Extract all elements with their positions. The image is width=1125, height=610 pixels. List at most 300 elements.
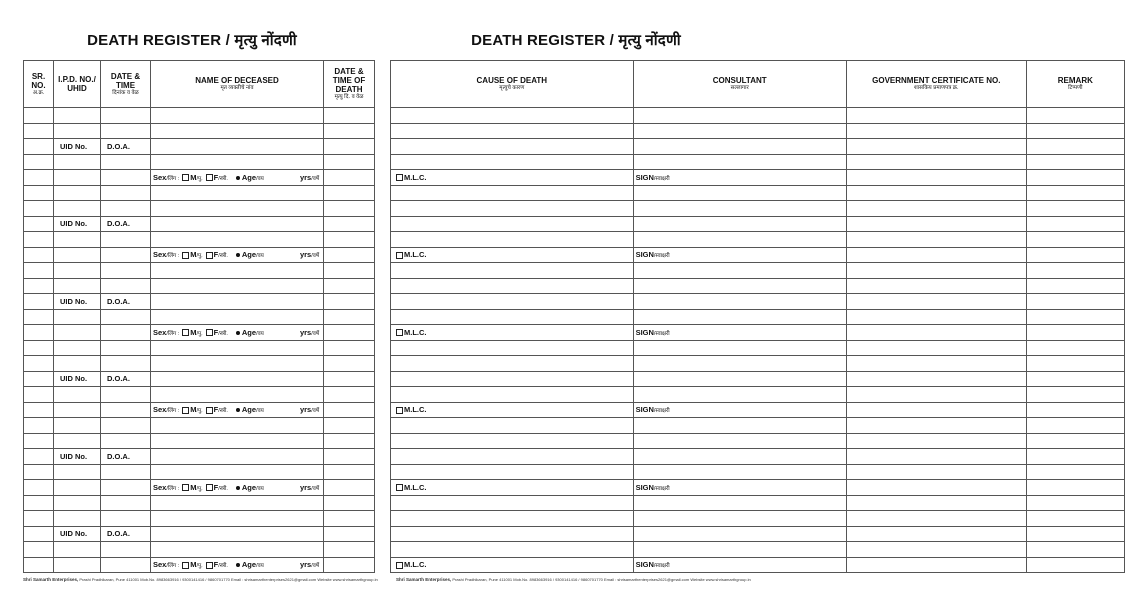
govt-cert-cell[interactable] [846, 356, 1026, 372]
death-date-cell[interactable] [324, 309, 375, 325]
cause-cell[interactable] [391, 123, 634, 139]
govt-cert-cell[interactable] [846, 294, 1026, 310]
ipd-cell[interactable] [54, 247, 101, 263]
govt-cert-cell[interactable] [846, 418, 1026, 434]
ipd-cell[interactable] [54, 123, 101, 139]
date-cell[interactable] [101, 232, 151, 248]
ipd-cell[interactable] [54, 154, 101, 170]
death-date-cell[interactable] [324, 216, 375, 232]
death-date-cell[interactable] [324, 464, 375, 480]
doa-label: D.O.A. [101, 216, 151, 232]
death-date-cell[interactable] [324, 495, 375, 511]
remark-cell[interactable] [1026, 185, 1124, 201]
sr-no-cell[interactable] [24, 309, 54, 325]
remark-cell[interactable] [1026, 480, 1124, 496]
cause-cell[interactable] [391, 464, 634, 480]
consultant-cell[interactable] [633, 139, 846, 155]
right-entry-row [391, 201, 1125, 217]
ipd-cell[interactable] [54, 511, 101, 527]
death-date-cell[interactable] [324, 340, 375, 356]
sex-age-cell[interactable]: Sex/लिंग : M/पु. F/स्त्री. Age/वय yrs/वर्षे [151, 247, 324, 263]
left-header-row [24, 61, 375, 108]
ipd-cell[interactable] [54, 402, 101, 418]
sr-no-cell[interactable] [24, 325, 54, 341]
consultant-cell[interactable] [633, 418, 846, 434]
male-checkbox[interactable] [182, 174, 189, 181]
cause-cell[interactable] [391, 108, 634, 124]
consultant-cell[interactable] [633, 340, 846, 356]
death-date-cell[interactable] [324, 185, 375, 201]
cause-cell[interactable] [391, 418, 634, 434]
mlc-checkbox[interactable] [396, 562, 403, 569]
ipd-cell[interactable] [54, 387, 101, 403]
death-date-cell[interactable] [324, 387, 375, 403]
ipd-cell[interactable] [54, 480, 101, 496]
female-checkbox[interactable] [206, 484, 213, 491]
govt-cert-cell[interactable] [846, 232, 1026, 248]
name-cell[interactable] [151, 418, 324, 434]
remark-cell[interactable] [1026, 340, 1124, 356]
date-cell[interactable] [101, 309, 151, 325]
consultant-cell[interactable] [633, 108, 846, 124]
name-cell[interactable] [151, 387, 324, 403]
govt-cert-cell[interactable] [846, 108, 1026, 124]
name-cell[interactable] [151, 464, 324, 480]
sr-no-cell[interactable] [24, 356, 54, 372]
cause-cell[interactable] [391, 433, 634, 449]
bullet-icon [236, 253, 240, 257]
sr-no-cell[interactable] [24, 449, 54, 465]
remark-cell[interactable] [1026, 232, 1124, 248]
govt-cert-cell[interactable] [846, 495, 1026, 511]
left-entry-row [24, 480, 375, 496]
consultant-cell[interactable] [633, 449, 846, 465]
consultant-cell[interactable]: SIGN/स्वाक्षरी [633, 247, 846, 263]
ipd-cell[interactable] [54, 464, 101, 480]
name-cell[interactable] [151, 278, 324, 294]
date-cell[interactable] [101, 325, 151, 341]
cause-cell[interactable] [391, 232, 634, 248]
govt-cert-cell[interactable] [846, 464, 1026, 480]
sr-no-cell[interactable] [24, 216, 54, 232]
cause-cell[interactable] [391, 526, 634, 542]
sr-no-cell[interactable] [24, 511, 54, 527]
sex-age-cell[interactable]: Sex/लिंग : M/पु. F/स्त्री. Age/वय yrs/वर्षे [151, 557, 324, 573]
ipd-cell[interactable] [54, 495, 101, 511]
date-cell[interactable] [101, 557, 151, 573]
right-entry-row [391, 356, 1125, 372]
remark-cell[interactable] [1026, 402, 1124, 418]
name-cell[interactable] [151, 216, 324, 232]
remark-cell[interactable] [1026, 418, 1124, 434]
remark-cell[interactable] [1026, 526, 1124, 542]
govt-cert-cell[interactable] [846, 216, 1026, 232]
consultant-cell[interactable] [633, 433, 846, 449]
name-cell[interactable] [151, 263, 324, 279]
consultant-cell[interactable]: SIGN/स्वाक्षरी [633, 402, 846, 418]
doa-label: D.O.A. [101, 294, 151, 310]
date-cell[interactable] [101, 418, 151, 434]
left-entry-row [24, 278, 375, 294]
govt-cert-cell[interactable] [846, 170, 1026, 186]
ipd-cell[interactable] [54, 356, 101, 372]
consultant-cell[interactable] [633, 495, 846, 511]
remark-cell[interactable] [1026, 108, 1124, 124]
ipd-cell[interactable] [54, 185, 101, 201]
death-date-cell[interactable] [324, 154, 375, 170]
remark-cell[interactable] [1026, 309, 1124, 325]
right-register-table [390, 60, 1125, 573]
sr-no-cell[interactable] [24, 278, 54, 294]
consultant-cell[interactable] [633, 278, 846, 294]
death-date-cell[interactable] [324, 480, 375, 496]
right-entry-row [391, 108, 1125, 124]
remark-cell[interactable] [1026, 154, 1124, 170]
sex-label: Sex [153, 172, 167, 182]
remark-cell[interactable] [1026, 449, 1124, 465]
male-checkbox[interactable] [182, 329, 189, 336]
death-date-cell[interactable] [324, 201, 375, 217]
death-date-cell[interactable] [324, 232, 375, 248]
govt-cert-cell[interactable] [846, 480, 1026, 496]
consultant-cell[interactable] [633, 542, 846, 558]
govt-cert-cell[interactable] [846, 371, 1026, 387]
remark-cell[interactable] [1026, 356, 1124, 372]
govt-cert-cell[interactable] [846, 340, 1026, 356]
death-date-cell[interactable] [324, 294, 375, 310]
remark-cell[interactable] [1026, 216, 1124, 232]
sr-no-cell[interactable] [24, 542, 54, 558]
consultant-cell[interactable] [633, 294, 846, 310]
sr-no-cell[interactable] [24, 201, 54, 217]
date-death-header: DATE & TIME OF DEATH मृत्यु दि. व वेळ [324, 61, 375, 108]
date-cell[interactable] [101, 108, 151, 124]
mlc-checkbox[interactable] [396, 484, 403, 491]
date-cell[interactable] [101, 201, 151, 217]
death-date-cell[interactable] [324, 433, 375, 449]
ipd-cell[interactable] [54, 340, 101, 356]
name-cell[interactable] [151, 356, 324, 372]
death-date-cell[interactable] [324, 511, 375, 527]
date-cell[interactable] [101, 340, 151, 356]
female-checkbox[interactable] [206, 407, 213, 414]
cause-cell[interactable] [391, 449, 634, 465]
govt-cert-cell[interactable] [846, 278, 1026, 294]
name-cell[interactable] [151, 123, 324, 139]
male-checkbox[interactable] [182, 407, 189, 414]
name-cell[interactable] [151, 371, 324, 387]
left-page-title: DEATH REGISTER / मृत्यु नोंदणी [87, 32, 297, 49]
date-cell[interactable] [101, 185, 151, 201]
date-cell[interactable] [101, 356, 151, 372]
sr-no-cell[interactable] [24, 108, 54, 124]
date-cell[interactable] [101, 170, 151, 186]
death-date-cell[interactable] [324, 247, 375, 263]
remark-cell[interactable] [1026, 495, 1124, 511]
ipd-cell[interactable] [54, 557, 101, 573]
right-entry-row [391, 449, 1125, 465]
name-cell[interactable] [151, 185, 324, 201]
consultant-cell[interactable] [633, 511, 846, 527]
ipd-cell[interactable] [54, 542, 101, 558]
cause-cell[interactable]: M.L.C. [391, 402, 634, 418]
cause-cell[interactable] [391, 511, 634, 527]
sr-no-cell[interactable] [24, 402, 54, 418]
govt-cert-cell[interactable] [846, 402, 1026, 418]
cause-cell[interactable] [391, 495, 634, 511]
consultant-cell[interactable]: SIGN/स्वाक्षरी [633, 480, 846, 496]
male-checkbox[interactable] [182, 252, 189, 259]
remark-cell[interactable] [1026, 201, 1124, 217]
date-cell[interactable] [101, 402, 151, 418]
sr-no-cell[interactable] [24, 433, 54, 449]
remark-cell[interactable] [1026, 542, 1124, 558]
cause-cell[interactable]: M.L.C. [391, 480, 634, 496]
cause-cell[interactable] [391, 340, 634, 356]
cause-cell[interactable] [391, 309, 634, 325]
ipd-cell[interactable] [54, 325, 101, 341]
female-checkbox[interactable] [206, 174, 213, 181]
sex-age-cell[interactable]: Sex/लिंग : M/पु. F/स्त्री. Age/वय yrs/वर्षे [151, 325, 324, 341]
remark-cell[interactable] [1026, 263, 1124, 279]
govt-cert-cell[interactable] [846, 309, 1026, 325]
death-date-cell[interactable] [324, 108, 375, 124]
right-entry-row [391, 278, 1125, 294]
sr-no-cell[interactable] [24, 139, 54, 155]
sr-no-cell[interactable] [24, 263, 54, 279]
consultant-cell[interactable] [633, 216, 846, 232]
date-cell[interactable] [101, 278, 151, 294]
left-entry-row [24, 309, 375, 325]
remark-cell[interactable] [1026, 247, 1124, 263]
govt-cert-cell[interactable] [846, 557, 1026, 573]
sr-no-cell[interactable] [24, 170, 54, 186]
sr-no-cell[interactable] [24, 418, 54, 434]
ipd-cell[interactable] [54, 433, 101, 449]
date-cell[interactable] [101, 154, 151, 170]
remark-cell[interactable] [1026, 464, 1124, 480]
cause-cell[interactable] [391, 216, 634, 232]
sr-no-cell[interactable] [24, 154, 54, 170]
mlc-checkbox[interactable] [396, 407, 403, 414]
death-date-cell[interactable] [324, 371, 375, 387]
name-cell[interactable] [151, 232, 324, 248]
remark-cell[interactable] [1026, 278, 1124, 294]
cause-cell[interactable]: M.L.C. [391, 325, 634, 341]
govt-cert-cell[interactable] [846, 154, 1026, 170]
sr-no-cell[interactable] [24, 495, 54, 511]
consultant-cell[interactable] [633, 526, 846, 542]
remark-cell[interactable] [1026, 294, 1124, 310]
name-cell[interactable] [151, 433, 324, 449]
female-checkbox[interactable] [206, 252, 213, 259]
govt-cert-cell[interactable] [846, 433, 1026, 449]
sr-no-cell[interactable] [24, 232, 54, 248]
govt-cert-cell[interactable] [846, 511, 1026, 527]
name-cell[interactable] [151, 108, 324, 124]
death-date-cell[interactable] [324, 263, 375, 279]
death-date-cell[interactable] [324, 123, 375, 139]
consultant-cell[interactable] [633, 201, 846, 217]
sex-age-cell[interactable]: Sex/लिंग : M/पु. F/स्त्री. Age/वय yrs/वर्षे [151, 170, 324, 186]
remark-cell[interactable] [1026, 170, 1124, 186]
govt-cert-cell[interactable] [846, 247, 1026, 263]
mlc-checkbox[interactable] [396, 174, 403, 181]
name-cell[interactable] [151, 309, 324, 325]
date-cell[interactable] [101, 247, 151, 263]
govt-cert-cell[interactable] [846, 325, 1026, 341]
death-date-cell[interactable] [324, 170, 375, 186]
remark-cell[interactable] [1026, 371, 1124, 387]
right-entry-row [391, 263, 1125, 279]
date-cell[interactable] [101, 387, 151, 403]
name-cell[interactable] [151, 139, 324, 155]
govt-cert-cell[interactable] [846, 387, 1026, 403]
consultant-cell[interactable]: SIGN/स्वाक्षरी [633, 170, 846, 186]
death-date-cell[interactable] [324, 542, 375, 558]
consultant-cell[interactable] [633, 464, 846, 480]
name-cell[interactable] [151, 340, 324, 356]
consultant-cell[interactable] [633, 232, 846, 248]
cause-cell[interactable] [391, 542, 634, 558]
cause-cell[interactable] [391, 139, 634, 155]
consultant-header: CONSULTANT सल्लागार [633, 61, 846, 108]
death-date-cell[interactable] [324, 278, 375, 294]
consultant-cell[interactable] [633, 123, 846, 139]
death-date-cell[interactable] [324, 418, 375, 434]
sr-no-cell[interactable] [24, 123, 54, 139]
female-checkbox[interactable] [206, 562, 213, 569]
govt-cert-cell[interactable] [846, 263, 1026, 279]
govt-cert-header: GOVERNMENT CERTIFICATE NO. शासकिय प्रमाणपत्र क्र. [846, 61, 1026, 108]
ipd-cell[interactable] [54, 263, 101, 279]
cause-cell[interactable] [391, 278, 634, 294]
ipd-cell[interactable] [54, 108, 101, 124]
consultant-cell[interactable] [633, 309, 846, 325]
uid-label: UID No. [54, 294, 101, 310]
date-cell[interactable] [101, 433, 151, 449]
date-cell[interactable] [101, 480, 151, 496]
ipd-cell[interactable] [54, 278, 101, 294]
date-cell[interactable] [101, 123, 151, 139]
death-date-cell[interactable] [324, 402, 375, 418]
ipd-cell[interactable] [54, 201, 101, 217]
cause-cell[interactable] [391, 294, 634, 310]
female-checkbox[interactable] [206, 329, 213, 336]
govt-cert-cell[interactable] [846, 526, 1026, 542]
ipd-cell[interactable] [54, 309, 101, 325]
uid-label: UID No. [54, 526, 101, 542]
remark-cell[interactable] [1026, 123, 1124, 139]
sr-no-cell[interactable] [24, 464, 54, 480]
sr-no-cell[interactable] [24, 340, 54, 356]
death-date-cell[interactable] [324, 356, 375, 372]
govt-cert-cell[interactable] [846, 201, 1026, 217]
cause-cell[interactable] [391, 201, 634, 217]
death-date-cell[interactable] [324, 325, 375, 341]
cause-cell[interactable] [391, 185, 634, 201]
name-cell[interactable] [151, 154, 324, 170]
death-date-cell[interactable] [324, 449, 375, 465]
male-checkbox[interactable] [182, 484, 189, 491]
remark-cell[interactable] [1026, 433, 1124, 449]
name-cell[interactable] [151, 495, 324, 511]
consultant-cell[interactable] [633, 387, 846, 403]
mlc-checkbox[interactable] [396, 252, 403, 259]
sr-no-cell[interactable] [24, 387, 54, 403]
cause-cell[interactable] [391, 387, 634, 403]
remark-cell[interactable] [1026, 139, 1124, 155]
govt-cert-cell[interactable] [846, 542, 1026, 558]
remark-cell[interactable] [1026, 557, 1124, 573]
sex-age-cell[interactable]: Sex/लिंग : M/पु. F/स्त्री. Age/वय yrs/वर्षे [151, 402, 324, 418]
remark-cell[interactable] [1026, 325, 1124, 341]
remark-cell[interactable] [1026, 387, 1124, 403]
sr-no-cell[interactable] [24, 557, 54, 573]
name-cell[interactable] [151, 201, 324, 217]
cause-cell[interactable] [391, 371, 634, 387]
sr-no-cell[interactable] [24, 247, 54, 263]
remark-cell[interactable] [1026, 511, 1124, 527]
date-cell[interactable] [101, 542, 151, 558]
govt-cert-cell[interactable] [846, 123, 1026, 139]
date-cell[interactable] [101, 263, 151, 279]
cause-cell[interactable] [391, 263, 634, 279]
govt-cert-cell[interactable] [846, 449, 1026, 465]
cause-cell[interactable] [391, 356, 634, 372]
death-date-cell[interactable] [324, 526, 375, 542]
name-cell[interactable] [151, 526, 324, 542]
sr-no-cell[interactable] [24, 371, 54, 387]
govt-cert-cell[interactable] [846, 139, 1026, 155]
cause-cell[interactable] [391, 154, 634, 170]
consultant-cell[interactable]: SIGN/स्वाक्षरी [633, 557, 846, 573]
name-cell[interactable] [151, 511, 324, 527]
date-cell[interactable] [101, 511, 151, 527]
sr-no-cell[interactable] [24, 480, 54, 496]
name-cell[interactable] [151, 542, 324, 558]
ipd-cell[interactable] [54, 418, 101, 434]
consultant-cell[interactable] [633, 185, 846, 201]
name-cell[interactable] [151, 294, 324, 310]
uid-label: UID No. [54, 371, 101, 387]
govt-cert-cell[interactable] [846, 185, 1026, 201]
date-cell[interactable] [101, 495, 151, 511]
male-checkbox[interactable] [182, 562, 189, 569]
name-cell[interactable] [151, 449, 324, 465]
mlc-checkbox[interactable] [396, 329, 403, 336]
death-date-cell[interactable] [324, 557, 375, 573]
consultant-cell[interactable] [633, 154, 846, 170]
death-date-cell[interactable] [324, 139, 375, 155]
consultant-cell[interactable] [633, 371, 846, 387]
consultant-cell[interactable] [633, 356, 846, 372]
cause-cell[interactable]: M.L.C. [391, 557, 634, 573]
sr-no-cell[interactable] [24, 526, 54, 542]
sr-no-cell[interactable] [24, 185, 54, 201]
consultant-cell[interactable]: SIGN/स्वाक्षरी [633, 325, 846, 341]
date-cell[interactable] [101, 464, 151, 480]
ipd-cell[interactable] [54, 232, 101, 248]
consultant-cell[interactable] [633, 263, 846, 279]
sr-no-cell[interactable] [24, 294, 54, 310]
sex-age-cell[interactable]: Sex/लिंग : M/पु. F/स्त्री. Age/वय yrs/वर्षे [151, 480, 324, 496]
cause-cell[interactable]: M.L.C. [391, 247, 634, 263]
cause-cell[interactable]: M.L.C. [391, 170, 634, 186]
left-entry-row [24, 139, 375, 155]
right-entry-row [391, 511, 1125, 527]
ipd-cell[interactable] [54, 170, 101, 186]
